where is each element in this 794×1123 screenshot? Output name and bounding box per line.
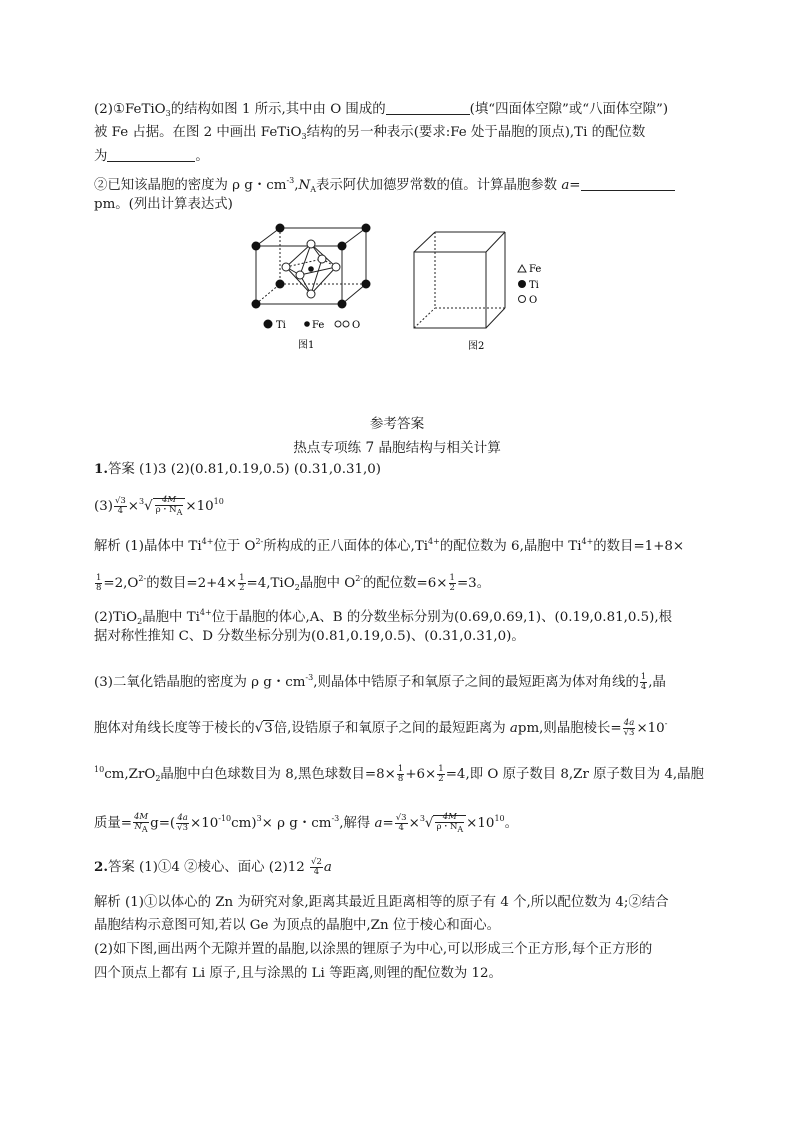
fig1-legend-fe: Fe [312, 320, 325, 331]
fig1-caption: 图1 [298, 340, 315, 351]
figure-1-crystal-structure [250, 222, 372, 352]
fig2-legend-fe: Fe [529, 264, 542, 275]
fig1-legend-ti: Ti [276, 320, 286, 331]
explanation-1-part-3-line-1: (3)二氧化锆晶胞的密度为 ρ g・$cm^{-3}$,则晶体中锆原子和氧原子之间的最短距离为体对角线的 $\frac{1}{4}$ ,晶 [94, 672, 666, 692]
fig1-legend-o: O [352, 320, 361, 331]
q2-line-5: pm。(列出计算表达式) [94, 197, 233, 212]
explanation-1-part-3-line-2: 胞体对角线长度等于棱长的√3倍,设锆原子和氧原子之间的最短距离为 apm,则晶胞棱长= $\frac{4a}{√3}$ ×10- [94, 718, 668, 738]
explanation-2-line-1: 解析 (1)①以体心的 Zn 为研究对象,距离其最近且距离相等的原子有 4 个,所以配位数为 4;②结合 [94, 895, 669, 910]
explanation-1-part-2-line-1: (2)TiO$_2$晶胞中 $Ti^{4+}$位于晶胞的体心,A、B 的分数坐标分别为(0.69,0.69,1)、(0.19,0.81,0.5),根 [94, 608, 673, 626]
fig2-legend-o: O [529, 295, 538, 306]
explanation-1-line-2: $\frac{1}{8}$ $=2,O^{2-}$的数目=2+4× $\frac{1}{2}$ =4,TiO$_2$晶胞中 $O^{2-}$的配位数=6× $\frac{1}{2}$ =3。 [96, 573, 491, 593]
explanation-1-part-2-line-2: 据对称性推知 C、D 分数坐标分别为(0.81,0.19,0.5)、(0.31,0.31,0)。 [94, 629, 525, 644]
answer-blank-1[interactable] [386, 100, 470, 115]
answers-title: 热点专项练 7 晶胞结构与相关计算 [293, 440, 501, 456]
q2-line-4: ②已知该晶胞的密度为 ρ g・$cm^{-3},N_A$表示阿伏加德罗常数的值。计算晶胞参数 a= [94, 172, 675, 199]
q2-line-3: 为 。 [94, 149, 209, 164]
explanation-2-line-4: 四个顶点上都有 Li 原子,且与涂黑的 Li 等距离,则锂的配位数为 12。 [94, 966, 502, 981]
fig2-legend-ti: Ti [529, 280, 539, 291]
answer-blank-3[interactable] [581, 176, 675, 191]
figure-2-empty-cube [408, 228, 548, 352]
answer-2: 2.答案 (1)①4 ②棱心、面心 (2)12 $\frac{√2}{4}$ a [94, 857, 332, 877]
fig2-caption: 图2 [468, 341, 485, 352]
answer-1-part-3: (3) $\frac{√3}{4}$ ×$^3$√ $\frac{4M}{\rho・NA}$ $\times 10^{10}$ [94, 495, 224, 517]
explanation-2-line-2: 晶胞结构示意图可知,若以 Ge 为顶点的晶胞中,Zn 位于棱心和面心。 [94, 918, 500, 933]
explanation-1-line-1: 解析 (1)晶体中 $Ti^{4+}$位于 $O^{2-}$所构成的正八面体的体心$,Ti^{4+}$的配位数为 6,晶胞中 $Ti^{4+}$的数目=1+8× [94, 537, 685, 554]
explanation-2-line-3: (2)如下图,画出两个无隙并置的晶胞,以涂黑的锂原子为中心,可以形成三个正方形,每个正方形的 [94, 942, 653, 957]
q2-line-1: (2)①FeTiO$_3$的结构如图 1 所示,其中由 O 围成的 (填“四面体空隙”或“八面体空隙”) [94, 102, 669, 118]
answer-1: 1.答案 (1)3 (2)(0.81,0.19,0.5) (0.31,0.31,0) [94, 461, 381, 477]
answer-blank-2[interactable] [107, 147, 195, 162]
explanation-1-part-3-line-3: $^{10}$cm,ZrO$_2$晶胞中白色球数目为 8,黑色球数目=8× $\frac{1}{8}$ +6× $\frac{1}{2}$ =4,即 O 原子数目 8,Zr 原子数目为 4,晶胞 [94, 764, 704, 784]
answers-header: 参考答案 [369, 416, 425, 432]
explanation-1-part-3-line-4: 质量= $\frac{4M}{NA}$ g=( $\frac{4a}{√3}$ $\times 10^{-10}cm)^3\times \rho$ g・$cm^{-3}$,解得 a= $\frac{√3}{4}$ ×$^3$√ $\frac{4M}{\rho・NA}$ $\times 10^{10}$。 [94, 812, 519, 834]
q2-line-2: 被 Fe 占据。在图 2 中画出 FeTiO$_3$结构的另一种表示(要求:Fe 处于晶胞的顶点),Ti 的配位数 [94, 125, 646, 141]
